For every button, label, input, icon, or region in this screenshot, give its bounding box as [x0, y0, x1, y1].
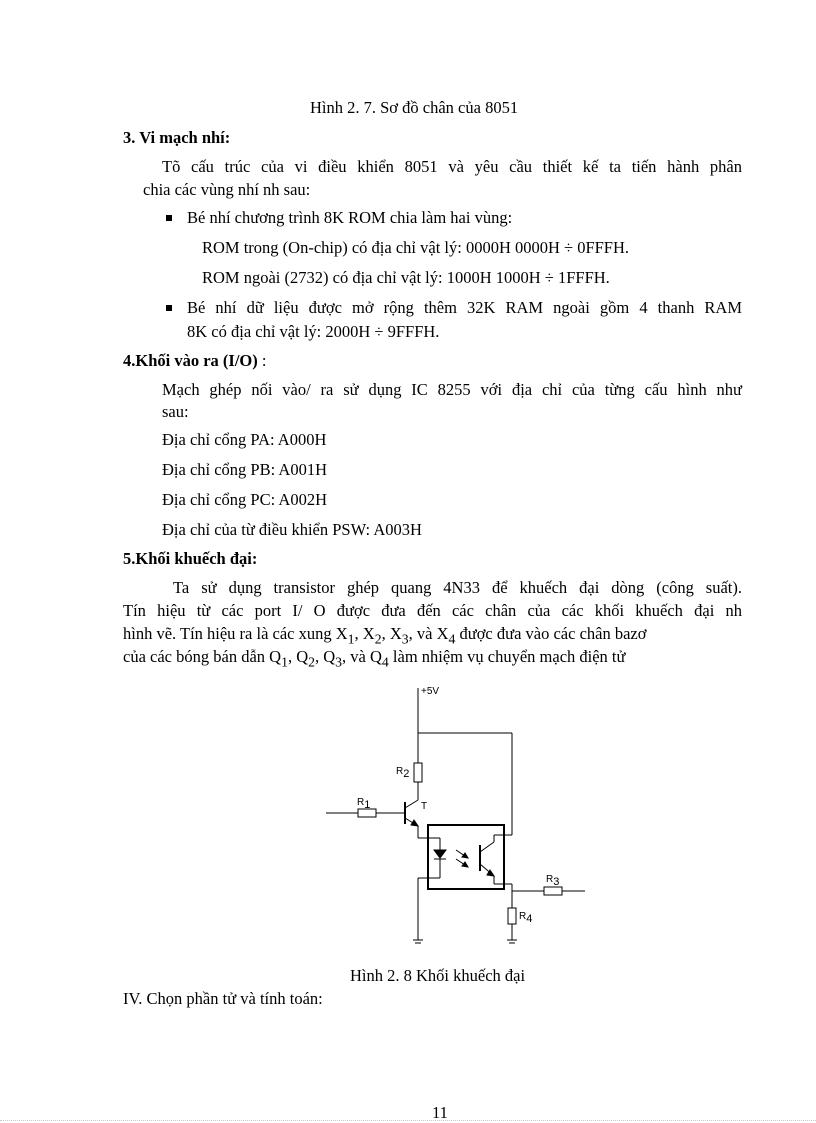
psw-address: Địa chỉ của từ điều khiển PSW: A003H — [162, 520, 422, 539]
ram-bullet-line-2: 8K có địa chỉ vật lý: 2000H ÷ 9FFFH. — [187, 322, 440, 341]
q1-subscript: 1 — [281, 654, 288, 670]
ram-bullet-line-1: Bé nhí dữ liệu được mở rộng thêm 32K RAM ngoài gồm 4 thanh RAM — [187, 298, 742, 317]
rom-external-range: ROM ngoài (2732) có địa chỉ vật lý: 1000H 1000H ÷ 1FFFH. — [202, 268, 610, 287]
line-4-text-d: , và Q — [342, 647, 382, 666]
port-pa-address: Địa chỉ cổng PA: A000H — [162, 430, 327, 449]
bullet-marker — [166, 215, 172, 221]
figure-2-7-caption: Hình 2. 7. Sơ đồ chân của 8051 — [310, 98, 519, 117]
x1-subscript: 1 — [347, 631, 355, 647]
line-3-text-e: được đưa vào các chân bazơ — [455, 624, 647, 643]
line-3-text-c: , X — [381, 624, 402, 643]
line-3-text-a: hình vẽ. Tín hiệu ra là các xung X — [123, 624, 348, 643]
rom-internal-range: ROM trong (On-chip) có địa chỉ vật lý: 0000H 0000H ÷ 0FFFH. — [202, 238, 630, 257]
section-5-line-4 — [123, 647, 625, 672]
r4-subscript: 4 — [526, 913, 533, 925]
section-5-line-3 — [123, 624, 646, 649]
section-4-heading-wrap — [123, 351, 266, 371]
r4-letter: R — [519, 911, 527, 922]
r3-letter: R — [546, 874, 554, 885]
r2-letter: R — [396, 766, 404, 777]
r4-label — [519, 911, 532, 925]
section-3-intro-line-2: chia các vùng nhí nh sau: — [143, 180, 311, 199]
line-4-text-b: , Q — [287, 647, 309, 666]
r3-subscript: 3 — [553, 876, 560, 888]
section-iv-heading: IV. Chọn phần tử và tính toán: — [123, 989, 323, 1008]
page-number: 11 — [432, 1103, 448, 1122]
r4-resistor — [508, 908, 516, 924]
r1-letter: R — [357, 797, 365, 808]
x4-subscript: 4 — [448, 631, 456, 647]
phototransistor-collector — [480, 842, 494, 852]
section-3-heading: 3. Vi mạch nhí: — [123, 128, 231, 147]
section-5-heading: 5.Khối khuếch đại: — [123, 549, 258, 568]
r3-label — [546, 874, 559, 888]
transistor-t-arrow — [411, 820, 418, 826]
q3-subscript: 3 — [335, 654, 343, 670]
led-diode-triangle — [434, 850, 446, 858]
bullet-marker — [166, 305, 172, 311]
section-4-heading-suffix: : — [257, 351, 267, 370]
section-4-intro-line-1: Mạch ghép nối vào/ ra sử dụng IC 8255 với địa chỉ của từng cấu hình như — [162, 380, 742, 399]
light-arrowhead-1 — [462, 853, 468, 858]
transistor-t-collector — [405, 800, 418, 808]
port-pc-address: Địa chỉ cổng PC: A002H — [162, 490, 327, 509]
r2-subscript: 2 — [403, 768, 410, 780]
transistor-label: T — [421, 801, 428, 812]
section-4-heading: 4.Khối vào ra (I/O) — [123, 351, 258, 370]
q2-subscript: 2 — [308, 654, 315, 670]
section-5-line-2: Tín hiệu từ các port I/ O được đưa đến các chân của các khối khuếch đại nh — [123, 601, 742, 620]
figure-2-8-caption: Hình 2. 8 Khối khuếch đại — [350, 966, 526, 985]
port-pb-address: Địa chỉ cổng PB: A001H — [162, 460, 327, 479]
light-arrowhead-2 — [462, 862, 468, 867]
line-3-text-b: , X — [354, 624, 375, 643]
line-4-text-a: của các bóng bán dẫn Q — [123, 647, 282, 666]
line-4-text-e: làm nhiệm vụ chuyển mạch điện tử — [388, 647, 626, 666]
x3-subscript: 3 — [401, 631, 409, 647]
r2-label — [396, 766, 409, 780]
section-4-intro-line-2: sau: — [162, 402, 189, 421]
r2-resistor — [414, 763, 422, 782]
supply-label: +5V — [421, 686, 440, 697]
line-3-text-d: , và X — [408, 624, 449, 643]
r3-resistor — [544, 887, 562, 895]
section-5-line-1: Ta sử dụng transistor ghép quang 4N33 để khuếch đại dòng (công suất). — [173, 578, 742, 597]
footer-divider — [0, 1120, 816, 1121]
section-3-intro-line-1: Tõ cấu trúc của vi điều khiển 8051 và yêu cầu thiết kế ta tiến hành phân — [162, 157, 742, 176]
rom-bullet: Bé nhí chương trình 8K ROM chia làm hai vùng: — [187, 208, 513, 227]
line-4-text-c: , Q — [314, 647, 336, 666]
x2-subscript: 2 — [374, 631, 382, 647]
r1-subscript: 1 — [364, 799, 371, 811]
amplifier-circuit-diagram — [300, 678, 600, 950]
q4-subscript: 4 — [381, 654, 389, 670]
